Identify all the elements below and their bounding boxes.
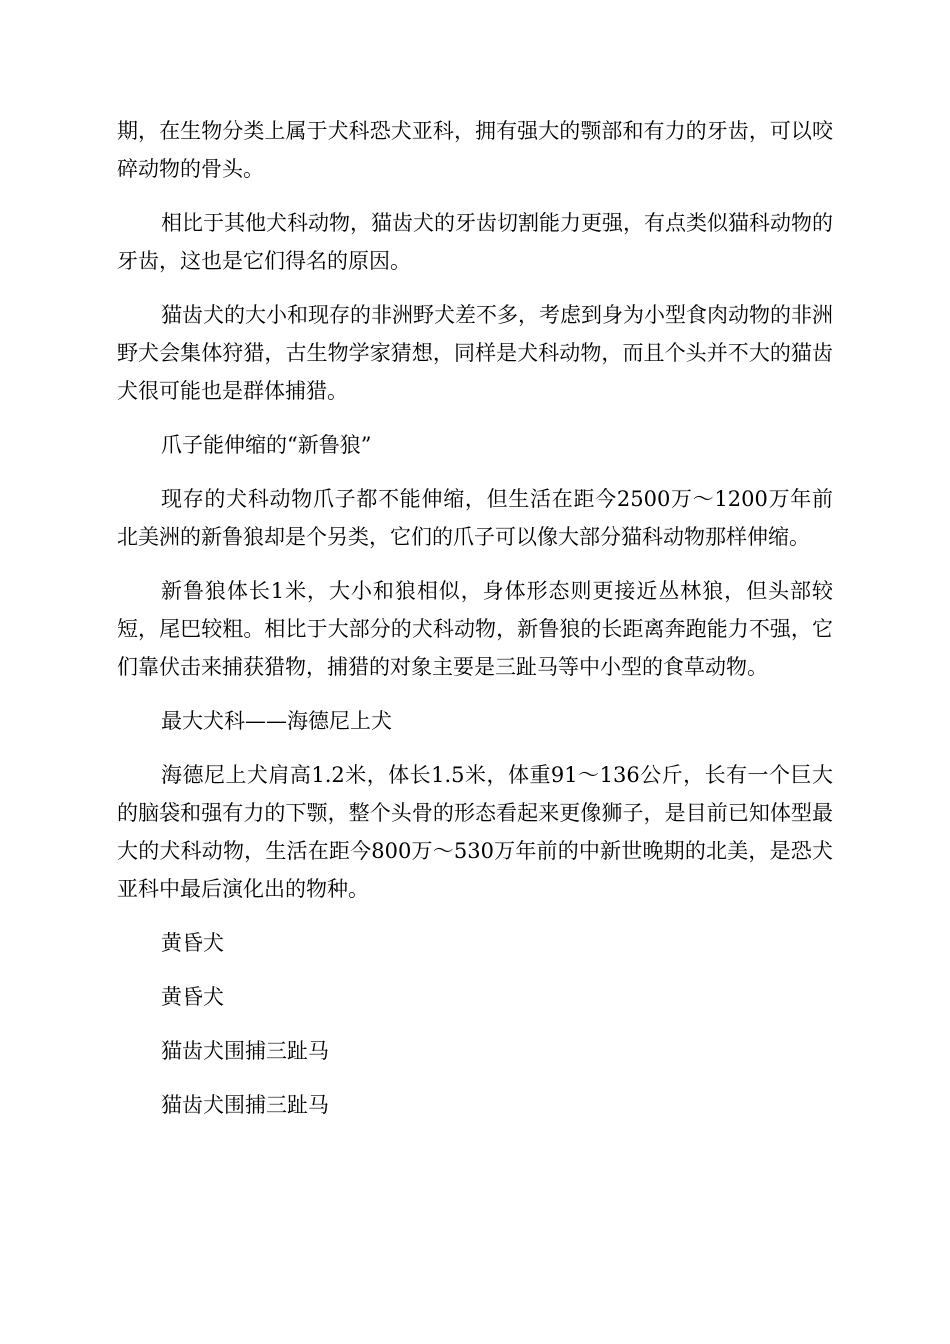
caption-dusk-dog-1: 黄昏犬 [161, 931, 224, 955]
caption-hunting-scene-1: 猫齿犬围捕三趾马 [161, 1039, 329, 1063]
section-heading-largest-canid: 最大犬科——海德尼上犬 [161, 709, 392, 733]
paragraph-continuation: 期，在生物分类上属于犬科恐犬亚科，拥有强大的颚部和有力的牙齿，可以咬碎动物的骨头。 [117, 119, 833, 181]
paragraph-new-lu-wolf-body: 新鲁狼体长1米，大小和狼相似，身体形态则更接近丛林狼，但头部较短，尾巴较粗。相比于大部分的犬科动物，新鲁狼的长距离奔跑能力不强，它们靠伏击来捕获猎物，捕猎的对象主要是三趾马等中小型的食草动物。 [117, 579, 833, 679]
caption-hunting-scene-2: 猫齿犬围捕三趾马 [161, 1093, 329, 1117]
paragraph-cat-tooth-dog-teeth: 相比于其他犬科动物，猫齿犬的牙齿切割能力更强，有点类似猫科动物的牙齿，这也是它们得名的原因。 [117, 211, 833, 273]
paragraph-retractable-claws: 现存的犬科动物爪子都不能伸缩，但生活在距今2500万～1200万年前北美洲的新鲁狼却是个另类，它们的爪子可以像大部分猫科动物那样伸缩。 [117, 487, 833, 549]
document-page [117, 112, 833, 1140]
paragraph-cat-tooth-dog-hunting: 猫齿犬的大小和现存的非洲野犬差不多，考虑到身为小型食肉动物的非洲野犬会集体狩猎，古生物学家猜想，同样是犬科动物，而且个头并不大的猫齿犬很可能也是群体捕猎。 [117, 303, 833, 403]
section-heading-retractable-claws: 爪子能伸缩的“新鲁狼” [161, 433, 372, 457]
paragraph-largest-canid: 海德尼上犬肩高1.2米，体长1.5米，体重91～136公斤，长有一个巨大的脑袋和强有力的下颚，整个头骨的形态看起来更像狮子，是目前已知体型最大的犬科动物，生活在距今800万～530万年前的中新世晚期的北美，是恐犬亚科中最后演化出的物种。 [117, 763, 833, 901]
caption-dusk-dog-2: 黄昏犬 [161, 985, 224, 1009]
